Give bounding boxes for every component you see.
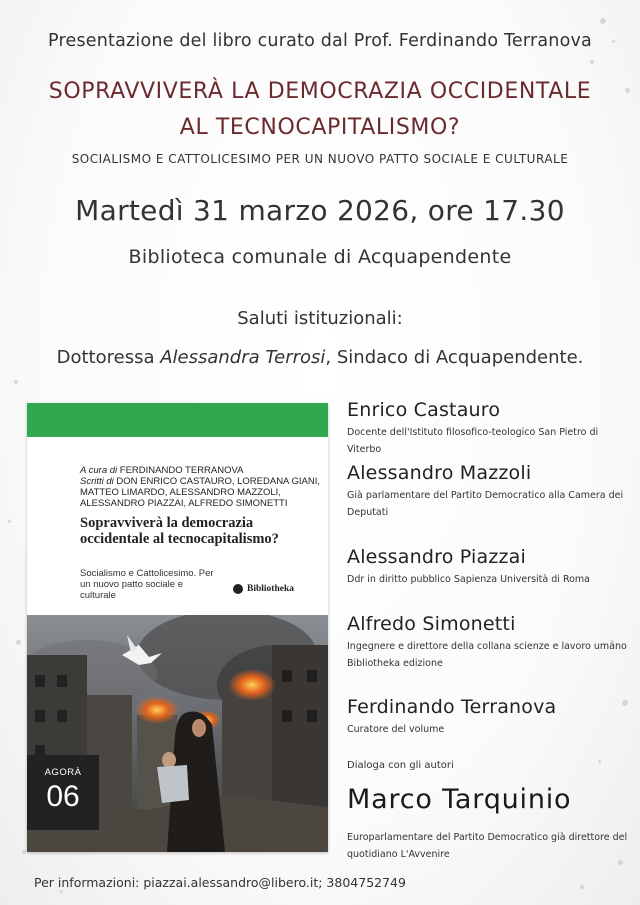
speaker-terranova [347,696,632,738]
book-curated-prefix: A cura di [80,465,118,476]
book-series-label: AGORÀ [44,767,82,778]
speaker-description: Ingegnere e direttore della collana scienze e lavoro umano Bibliotheka edizione [347,641,627,669]
book-title: Sopravviverà la democrazia occidentale al tecnocapitalismo? [80,515,279,547]
event-title-line1: SOPRAVVIVERÀ LA DEMOCRAZIA OCCIDENTALE [48,79,592,104]
book-cover-band [27,403,328,437]
event-date: Martedì 31 marzo 2026, ore 17.30 [75,194,565,227]
speaker-description: Docente dell'Istituto filosofico-teologico San Pietro di Viterbo [347,427,599,455]
book-credits [80,465,320,509]
book-cover [27,403,328,852]
book-authors-line2: MATTEO LIMARDO, ALESSANDRO MAZZOLI, [80,487,281,498]
book-authors-line3: ALESSANDRO PIAZZAI, ALFREDO SIMONETTI [80,498,288,509]
book-publisher-name: Bibliotheka [247,584,294,594]
speaker-description: Ddr in diritto pubblico Sapienza Università di Roma [347,574,591,585]
book-subtitle: Socialismo e Cattolicesimo. Per un nuovo patto sociale e culturale [80,568,214,601]
speaker-description: Curatore del volume [347,724,445,735]
speaker-name: Alessandro Mazzoli [347,462,532,484]
book-series-number: 06 [46,780,80,813]
event-venue: Biblioteca comunale di Acquapendente [128,246,512,268]
greetings-name: Alessandra Terrosi [160,347,326,368]
book-authors-line1: DON ENRICO CASTAURO, LOREDANA GIANI, [113,476,321,487]
speaker-name: Enrico Castauro [347,399,501,421]
book-written-prefix: Scritti di [80,476,114,487]
speaker-name: Ferdinando Terranova [347,696,557,718]
speaker-castauro [347,399,632,458]
greetings-role: , Sindaco di Acquapendente. [325,347,584,368]
speaker-piazzai [347,546,632,588]
speaker-name: Alessandro Piazzai [347,546,526,568]
moderator-description: Europarlamentare del Partito Democratico già direttore del quotidiano L'Avvenire [347,832,628,860]
publisher-logo-icon [233,584,243,594]
contact-info: Per informazioni: piazzai.alessandro@libero.it; 3804752749 [34,875,406,890]
intro-line: Presentazione del libro curato dal Prof. Ferdinando Terranova [48,31,592,51]
speaker-simonetti [347,613,632,672]
speaker-name: Alfredo Simonetti [347,613,516,635]
moderator-name: Marco Tarquinio [347,784,572,815]
moderator-intro: Dialoga con gli autori [347,760,454,771]
book-publisher [233,584,294,594]
event-title-line2: AL TECNOCAPITALISMO? [179,115,461,140]
book-curator: FERDINANDO TERRANOVA [117,465,244,476]
speaker-mazzoli [347,462,632,521]
book-series-badge [27,755,99,830]
greetings-person [0,347,640,368]
greetings-title: Dottoressa [56,347,161,368]
greetings-label: Saluti istituzionali: [237,308,403,329]
event-subtitle: SOCIALISMO E CATTOLICESIMO PER UN NUOVO PATTO SOCIALE E CULTURALE [71,152,569,166]
speaker-description: Già parlamentare del Partito Democratico alla Camera dei Deputati [347,490,624,518]
